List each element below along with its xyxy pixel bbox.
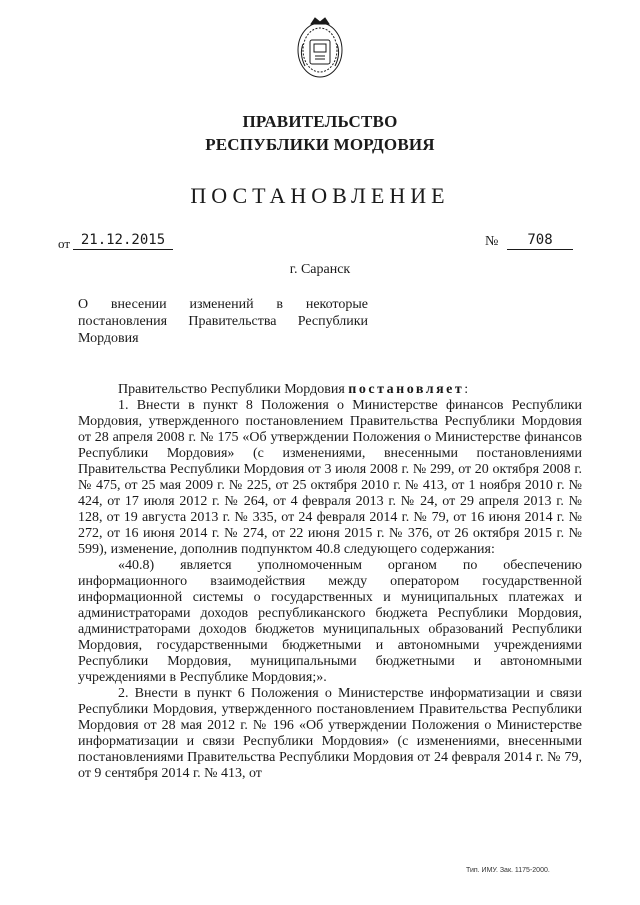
print-mark: Тип. ИМУ. Зак. 1175-2000. xyxy=(466,867,550,874)
document-number: 708 xyxy=(507,232,573,250)
paragraph-item-1: 1. Внести в пункт 8 Положения о Министерстве финансов Республики Мордовия, утвержденного постановлением Правительства Республики Мордовия от 28 апреля 2008 г. № 175 «Об утверждении Положения о Министерстве финансов Республики Мордовия» (с изменениями, внесенными постановлениями Правительства Республики Мордовия от 3 июля 2008 г. № 299, от 20 октября 2008 г. № 475, от 25 мая 2009 г. № 225, от 25 октября 2010 г. № 413, от 1 ноября 2010 г. № 424, от 17 июля 2012 г. № 264, от 4 февраля 2013 г. № 24, от 29 апреля 2013 г. № 128, от 19 августа 2013 г. № 335, от 24 февраля 2014 г. № 79, от 16 июня 2014 г. № 272, от 16 июня 2014 г. № 274, от 22 июня 2015 г. № 376, от 26 октября 2015 г. № 599), изменение, дополнив подпунктом 40.8 следующего содержания: xyxy=(78,398,582,557)
intro-paragraph: Правительство Республики Мордовия постановляет: xyxy=(118,382,469,397)
subject-line: Мордовия xyxy=(78,331,139,346)
resolves-emphasis: постановляет xyxy=(348,382,465,397)
org-name-line1: ПРАВИТЕЛЬСТВО xyxy=(242,112,398,131)
org-name-line2: РЕСПУБЛИКИ МОРДОВИЯ xyxy=(205,135,435,154)
subject-line: О внесении изменений в некоторые xyxy=(78,297,368,312)
document-date: 21.12.2015 xyxy=(73,232,173,250)
number-label: № xyxy=(485,234,499,249)
paragraph-item-1-quote: «40.8) является уполномоченным органом по обеспечению информационного взаимодействия между оператором государственной информационной системы о государственных и муниципальных платежах и администраторами доходов республиканского бюджета Республики Мордовия, администраторами доходов бюджетов муниципальных образований Республики Мордовия, государственными бюджетными и автономными учреждениями Республики Мордовия, муниципальными бюджетными и автономными учреждениями в Республике Мордовия;». xyxy=(78,558,582,685)
document-subject xyxy=(78,296,368,347)
document-body xyxy=(78,382,582,782)
subject-line: постановления Правительства Республики xyxy=(78,314,368,329)
document-type-title: ПОСТАНОВЛЕНИЕ xyxy=(190,183,450,208)
coat-of-arms-icon xyxy=(295,14,345,80)
date-label: от xyxy=(58,236,71,251)
paragraph-item-2: 2. Внести в пункт 6 Положения о Министерстве информатизации и связи Республики Мордовия, утвержденного постановлением Правительства Республики Мордовия от 28 мая 2012 г. № 196 «Об утверждении Положения о Министерстве информатизации и связи Республики Мордовия» (с изменениями, внесенными постановлениями Правительства Республики Мордовия от 24 февраля 2014 г. № 79, от 9 сентября 2014 г. № 413, от xyxy=(78,686,582,781)
city-name: г. Саранск xyxy=(289,262,351,277)
